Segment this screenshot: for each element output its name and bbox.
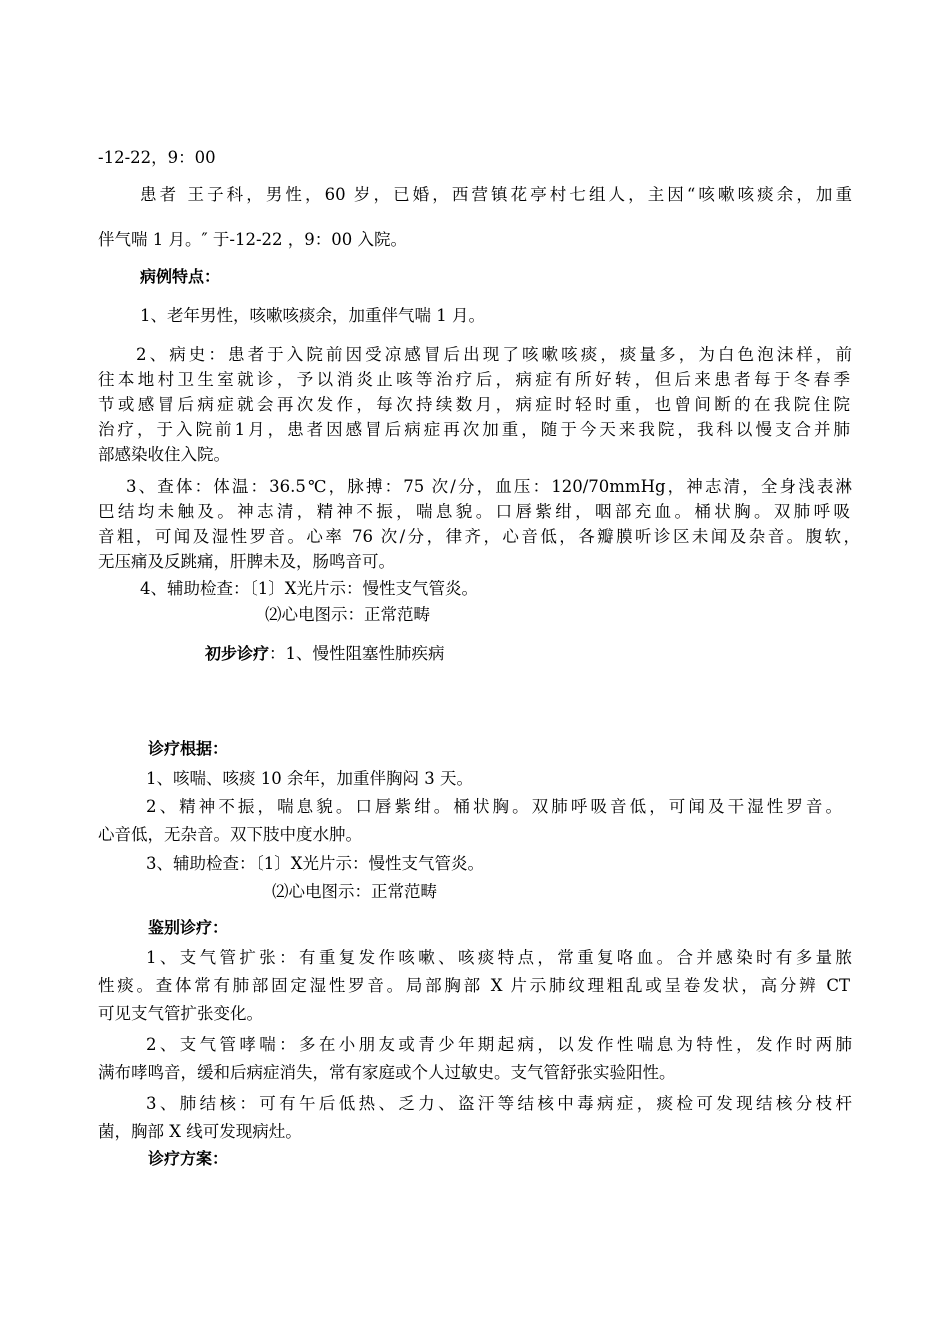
- basis-item-2-line-1: 2、精神不振，喘息貌。口唇紫绀。桶状胸。双肺呼吸音低，可闻及干湿性罗音。: [146, 797, 842, 816]
- preliminary-diagnosis-label: 初步诊疗: [205, 644, 270, 663]
- aux-exam-ecg: ⑵心电图示：正常范畴: [265, 605, 430, 624]
- preliminary-diagnosis-text: ：1、慢性阻塞性肺疾病: [269, 644, 445, 663]
- aux-exam-xray: 4、辅助检查：〔1〕X光片示：慢性支气管炎。: [140, 579, 478, 598]
- preliminary-diagnosis: [205, 640, 445, 664]
- basis-aux-ecg: ⑵心电图示：正常范畴: [272, 882, 437, 901]
- basis-item-2-line-2: 心音低，无杂音。双下肢中度水肿。: [98, 825, 362, 844]
- exam-line-3: 音粗，可闻及湿性罗音。心率 76 次/分，律齐，心音低，各瓣膜听诊区未闻及杂音。腹软，: [98, 527, 860, 546]
- differential-asthma-line-1: 2、支气管哮喘：多在小朋友或青少年期起病，以发作性喘息为特性，发作时两肺: [146, 1035, 852, 1054]
- admission-datetime: -12-22，9：00: [98, 148, 216, 167]
- intro-line-1: 患者 王子科，男性，60 岁，已婚，西营镇花亭村七组人，主因“咳嗽咳痰余，加重: [140, 185, 852, 204]
- differential-tb-line-1: 3、肺结核：可有午后低热、乏力、盗汗等结核中毒病症，痰检可发现结核分枝杆: [146, 1094, 852, 1113]
- basis-item-1: 1、咳喘、咳痰 10 余年，加重伴胸闷 3 天。: [146, 769, 473, 788]
- differential-bronchiectasis-line-3: 可见支气管扩张变化。: [98, 1004, 263, 1023]
- case-features-heading: 病例特点：: [140, 267, 221, 286]
- exam-line-2: 巴结均未触及。神志清，精神不振，喘息貌。口唇紫绀，咽部充血。桶状胸。双肺呼吸: [98, 502, 850, 521]
- history-line-4: 治疗，于入院前1月，患者因感冒后病症再次加重，随于今天来我院，我科以慢支合并肺: [98, 420, 850, 439]
- intro-line-2: 伴气喘 1 月。″ 于-12-22 ，9：00 入院。: [98, 230, 408, 249]
- history-line-3: 节或感冒后病症就会再次发作，每次持续数月，病症时轻时重，也曾间断的在我院住院: [98, 395, 850, 414]
- differential-tb-line-2: 菌，胸部 X 线可发现病灶。: [98, 1122, 302, 1141]
- exam-line-1: 3、查体：体温：36.5℃，脉搏：75 次/分，血压：120/70mmHg，神志清，全身浅表淋: [126, 477, 852, 496]
- exam-line-4: 无压痛及反跳痛，肝脾未及，肠鸣音可。: [98, 552, 395, 571]
- history-line-5: 部感染收住入院。: [98, 445, 230, 464]
- differential-bronchiectasis-line-1: 1、支气管扩张：有重复发作咳嗽、咳痰特点，常重复咯血。合并感染时有多量脓: [146, 948, 852, 967]
- differential-bronchiectasis-line-2: 性痰。查体常有肺部固定湿性罗音。局部胸部 X 片示肺纹理粗乱或呈卷发状，高分辨 CT: [98, 976, 850, 995]
- basis-heading: 诊疗根据：: [148, 739, 229, 758]
- plan-heading: 诊疗方案：: [148, 1149, 229, 1168]
- differential-asthma-line-2: 满布哮鸣音，缓和后病症消失，常有家庭或个人过敏史。支气管舒张实验阳性。: [98, 1063, 676, 1082]
- case-feature-1: 1、老年男性，咳嗽咳痰余，加重伴气喘 1 月。: [140, 306, 485, 325]
- history-line-1: 2、病史：患者于入院前因受凉感冒后出现了咳嗽咳痰，痰量多，为白色泡沫样，前: [136, 345, 852, 364]
- basis-aux-xray: 3、辅助检查：〔1〕X光片示：慢性支气管炎。: [146, 854, 484, 873]
- differential-heading: 鉴别诊疗：: [148, 918, 229, 937]
- history-line-2: 往本地村卫生室就诊，予以消炎止咳等治疗后，病症有所好转，但后来患者每于冬春季: [98, 370, 850, 389]
